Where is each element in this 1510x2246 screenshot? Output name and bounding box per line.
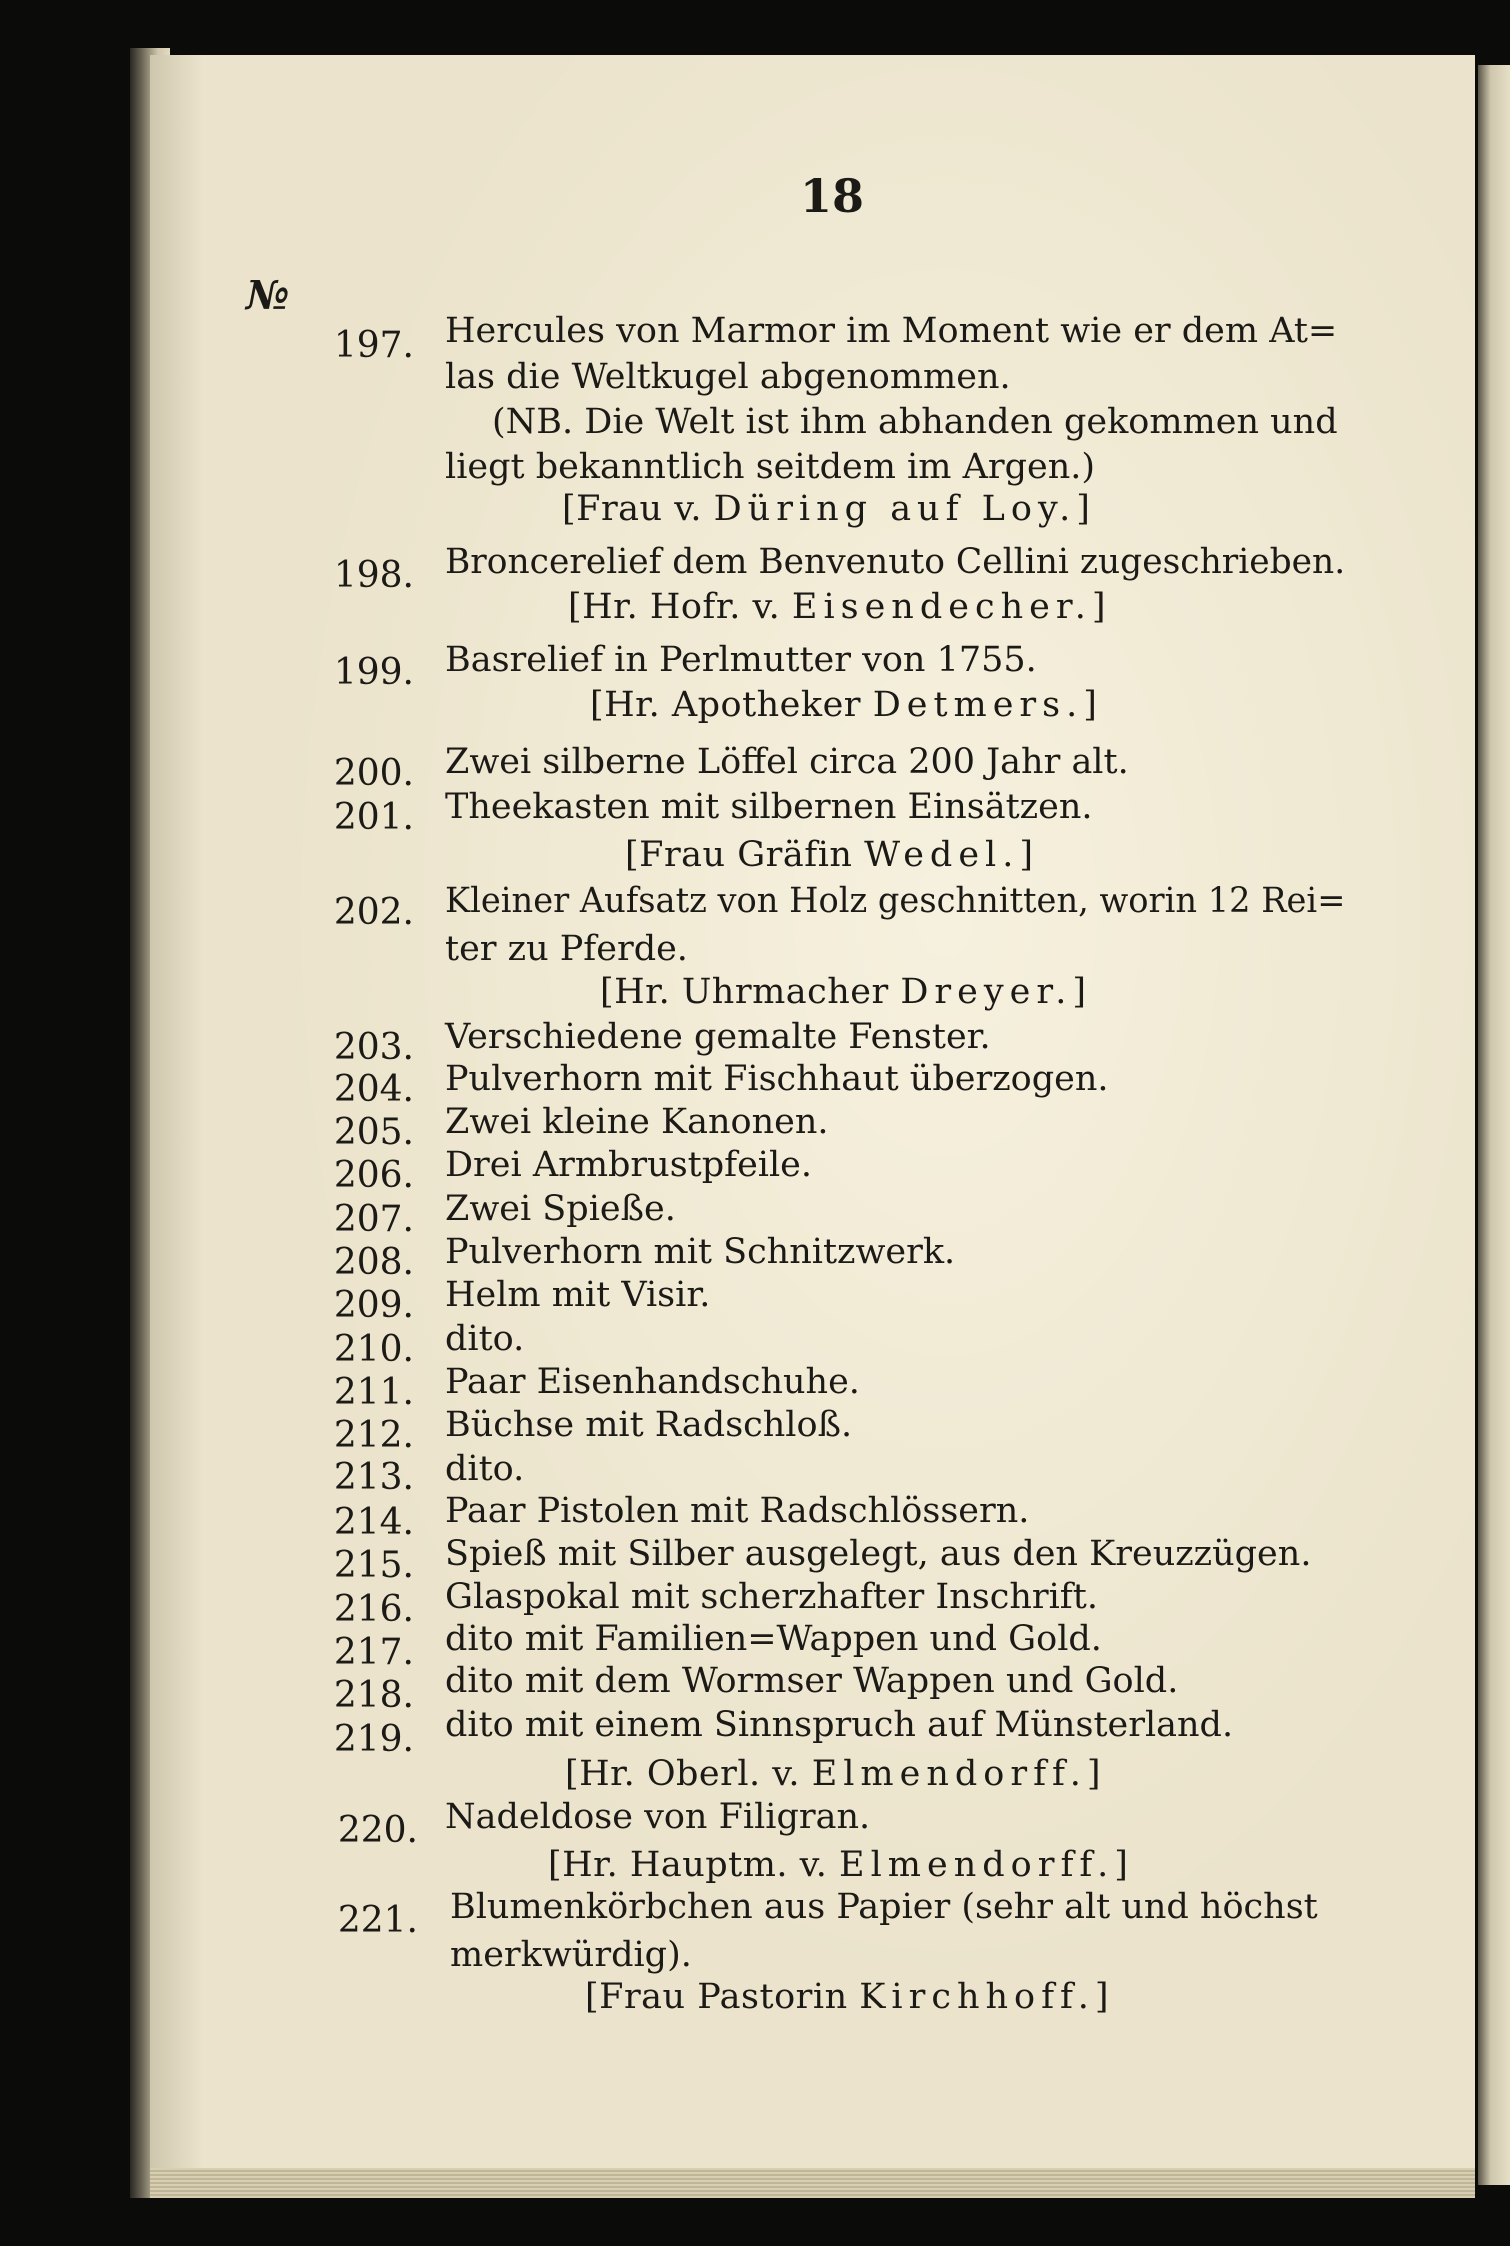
entry-text: Zwei silberne Löffel circa 200 Jahr alt. — [445, 742, 1129, 782]
donor-prefix: [Frau Gräfin — [625, 835, 853, 875]
entry-number: 219. — [333, 1719, 414, 1760]
entry-text: Glaspokal mit scherzhafter Inschrift. — [445, 1577, 1098, 1617]
page-stack-edge — [150, 2168, 1475, 2198]
entry-text: dito mit Familien=Wappen und Gold. — [445, 1619, 1102, 1659]
donor-prefix: [Hr. Hauptm. v. — [548, 1845, 828, 1885]
entry-note: (NB. Die Welt ist ihm abhanden gekommen und — [492, 402, 1338, 442]
entry-text: Broncerelief dem Benvenuto Cellini zugeschrieben. — [445, 542, 1346, 582]
page-number: 18 — [800, 169, 865, 223]
entry-text: Paar Eisenhandschuhe. — [445, 1362, 860, 1402]
entry-text: merkwürdig). — [450, 1935, 692, 1975]
entry-text: las die Weltkugel abgenommen. — [445, 357, 1011, 397]
entry-number: 213. — [333, 1457, 414, 1498]
donor-prefix: [Frau v. — [562, 489, 702, 529]
entry-number: 205. — [333, 1112, 414, 1153]
donor-name: Eisendecher.] — [791, 587, 1112, 627]
entry-text: Hercules von Marmor im Moment wie er dem At= — [445, 311, 1338, 351]
entry-number: 203. — [333, 1027, 414, 1068]
entry-text: Pulverhorn mit Schnitzwerk. — [445, 1232, 956, 1272]
donor-line — [565, 1754, 1107, 1794]
entry-number: 216. — [333, 1589, 414, 1630]
donor-prefix: [Hr. Oberl. v. — [565, 1754, 801, 1794]
donor-prefix: [Frau Pastorin — [585, 1977, 848, 2017]
donor-line — [568, 587, 1112, 627]
number-column-heading: № — [246, 272, 290, 319]
donor-line — [590, 685, 1103, 725]
entry-number: 198. — [333, 555, 414, 596]
donor-line — [625, 835, 1040, 875]
entry-number: 221. — [337, 1900, 418, 1941]
entry-text: Paar Pistolen mit Radschlössern. — [445, 1491, 1030, 1531]
entry-number: 202. — [333, 892, 414, 933]
entry-text: Zwei kleine Kanonen. — [445, 1102, 829, 1142]
donor-line — [548, 1845, 1134, 1885]
donor-prefix: [Hr. Hofr. v. — [568, 587, 781, 627]
entry-text: liegt bekanntlich seitdem im Argen.) — [445, 447, 1096, 487]
entry-text: Blumenkörbchen aus Papier (sehr alt und höchst — [450, 1887, 1318, 1927]
entry-number: 217. — [333, 1632, 414, 1673]
entry-text: ter zu Pferde. — [445, 929, 688, 969]
entry-text: Basrelief in Perlmutter von 1755. — [445, 640, 1037, 680]
entry-text: Theekasten mit silbernen Einsätzen. — [445, 787, 1093, 827]
donor-line — [562, 489, 1096, 529]
entry-text: Verschiedene gemalte Fenster. — [445, 1017, 991, 1057]
entry-number: 206. — [333, 1155, 414, 1196]
entry-text: Pulverhorn mit Fischhaut überzogen. — [445, 1059, 1109, 1099]
entry-number: 211. — [333, 1372, 414, 1413]
donor-line — [585, 1977, 1115, 2017]
next-page-edge — [1478, 65, 1510, 2185]
entry-number: 210. — [333, 1329, 414, 1370]
entry-number: 207. — [333, 1199, 414, 1240]
donor-line — [600, 972, 1093, 1012]
donor-name: Wedel.] — [864, 835, 1040, 875]
entry-text: Spieß mit Silber ausgelegt, aus den Kreuzzügen. — [445, 1534, 1312, 1574]
entry-text: Kleiner Aufsatz von Holz geschnitten, worin 12 Rei= — [445, 881, 1346, 921]
entry-number: 201. — [333, 797, 414, 838]
entry-number: 220. — [337, 1810, 418, 1851]
entry-text: Büchse mit Radschloß. — [445, 1405, 853, 1445]
entry-number: 209. — [333, 1285, 414, 1326]
entry-number: 214. — [333, 1502, 414, 1543]
donor-prefix: [Hr. Apotheker — [590, 685, 862, 725]
entry-number: 212. — [333, 1415, 414, 1456]
entry-number: 197. — [333, 325, 414, 366]
entry-text: Helm mit Visir. — [445, 1275, 711, 1315]
donor-name: Elmendorff.] — [839, 1845, 1134, 1885]
entry-number: 199. — [333, 652, 414, 693]
donor-name: Detmers.] — [872, 685, 1103, 725]
donor-name: Düring auf Loy.] — [713, 489, 1096, 529]
entry-text: dito mit dem Wormser Wappen und Gold. — [445, 1661, 1179, 1701]
donor-name: Kirchhoff.] — [859, 1977, 1115, 2017]
entry-text: dito mit einem Sinnspruch auf Münsterland. — [445, 1705, 1234, 1745]
entry-text: Drei Armbrustpfeile. — [445, 1145, 813, 1185]
entry-number: 200. — [333, 753, 414, 794]
entry-number: 215. — [333, 1545, 414, 1586]
entry-number: 218. — [333, 1675, 414, 1716]
entry-text: Nadeldose von Filigran. — [445, 1797, 871, 1837]
entry-text: dito. — [445, 1449, 525, 1489]
entry-text: Zwei Spieße. — [445, 1189, 676, 1229]
donor-prefix: [Hr. Uhrmacher — [600, 972, 889, 1012]
entry-number: 204. — [333, 1069, 414, 1110]
entry-number: 208. — [333, 1242, 414, 1283]
donor-name: Dreyer.] — [900, 972, 1093, 1012]
entry-text: dito. — [445, 1319, 525, 1359]
donor-name: Elmendorff.] — [811, 1754, 1107, 1794]
